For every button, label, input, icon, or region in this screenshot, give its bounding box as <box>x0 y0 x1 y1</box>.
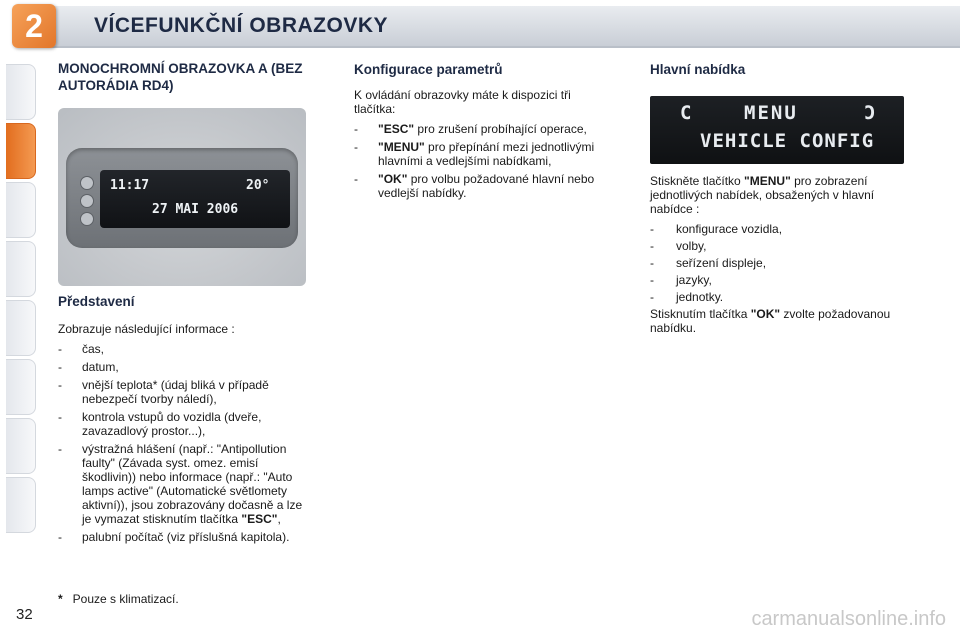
chapter-side-tabs <box>6 64 36 574</box>
main-menu-body <box>650 174 906 341</box>
main-menu-intro: Stiskněte tlačítko "MENU" pro zobrazení jednotlivých nabídek, obsažených v hlavní nabídce : <box>650 174 875 216</box>
menu-screen-title: MENU <box>744 102 798 124</box>
chapter-number-badge: 2 <box>12 4 56 48</box>
list-item: - "MENU" pro přepínání mezi jednotlivými hlavními a vedlejšími nabídkami, <box>354 140 595 168</box>
footnote-marker: * <box>58 592 63 606</box>
footnote <box>58 592 179 606</box>
menu-screen-right-bracket: Ɔ <box>864 102 876 124</box>
side-tab-5[interactable] <box>6 300 36 356</box>
menu-screen-item: VEHICLE CONFIG <box>700 130 875 152</box>
presentation-intro: Zobrazuje následující informace : <box>58 322 235 336</box>
side-tab-1[interactable] <box>6 64 36 120</box>
list-item: - palubní počítač (viz příslušná kapitola). <box>58 530 290 544</box>
main-menu-heading: Hlavní nabídka <box>650 62 746 77</box>
parameter-config-heading: Konfigurace parametrů <box>354 62 503 77</box>
monochrome-screen-heading: MONOCHROMNÍ OBRAZOVKA A (BEZ AUTORÁDIA RD4) <box>58 61 303 93</box>
esc-key-label: "ESC" <box>378 122 415 136</box>
list-item: - volby, <box>650 239 707 253</box>
list-item: - vnější teplota* (údaj bliká v případě nebezpečí tvorby náledí), <box>58 378 269 406</box>
lcd-time: 11:17 <box>110 178 150 193</box>
side-tab-2-active[interactable] <box>6 123 36 179</box>
side-tab-8[interactable] <box>6 477 36 533</box>
main-menu-outro: Stisknutím tlačítka "OK" zvolte požadovanou nabídku. <box>650 307 891 335</box>
monochrome-lcd-screen <box>100 170 290 228</box>
main-menu-screen-photo <box>650 96 904 164</box>
list-item: - "OK" pro volbu požadované hlavní nebo vedlejší nabídky. <box>354 172 595 200</box>
menu-screen-left-bracket: C <box>680 102 692 124</box>
list-item: - "ESC" pro zrušení probíhající operace, <box>354 122 587 136</box>
menu-key-label: "MENU" <box>378 140 425 154</box>
lcd-temperature: 20° <box>246 178 270 193</box>
list-item: - seřízení displeje, <box>650 256 767 270</box>
list-item: - čas, <box>58 342 105 356</box>
config-intro: K ovládání obrazovky máte k dispozici tři tlačítka: <box>354 88 571 116</box>
page-header <box>0 0 960 52</box>
list-item: - datum, <box>58 360 119 374</box>
menu-key-label: "MENU" <box>744 174 791 188</box>
dashboard-display-photo <box>58 108 306 286</box>
footnote-text: Pouze s klimatizací. <box>72 592 179 606</box>
list-item: - konfigurace vozidla, <box>650 222 783 236</box>
side-tab-6[interactable] <box>6 359 36 415</box>
side-tab-7[interactable] <box>6 418 36 474</box>
list-item: - jednotky. <box>650 290 724 304</box>
side-tab-4[interactable] <box>6 241 36 297</box>
esc-key-label: "ESC" <box>241 512 278 526</box>
display-button-icon <box>80 212 94 226</box>
chapter-title: VÍCEFUNKČNÍ OBRAZOVKY <box>94 14 389 37</box>
page-number: 32 <box>16 606 33 623</box>
list-item: - výstražná hlášení (např.: "Antipollution faulty" (Závada syst. omez. emisí škodlivin)) nebo informace (např.: "Auto lamps active" (Automatické světlomety aktivní)), jsou zobrazovány dočasně a lze je vymazat stisknutím tlačítka "ESC", <box>58 442 303 526</box>
display-button-icon <box>80 176 94 190</box>
side-tab-3[interactable] <box>6 182 36 238</box>
lcd-date: 27 MAI 2006 <box>152 202 239 217</box>
watermark: carmanualsonline.info <box>751 608 946 630</box>
ok-key-label: "OK" <box>750 307 781 321</box>
presentation-body <box>58 322 310 548</box>
presentation-heading: Představení <box>58 294 135 309</box>
list-item: - jazyky, <box>650 273 712 287</box>
display-button-icon <box>80 194 94 208</box>
list-item: - kontrola vstupů do vozidla (dveře, zavazadlový prostor...), <box>58 410 262 438</box>
ok-key-label: "OK" <box>378 172 408 186</box>
parameter-config-body <box>354 88 606 204</box>
